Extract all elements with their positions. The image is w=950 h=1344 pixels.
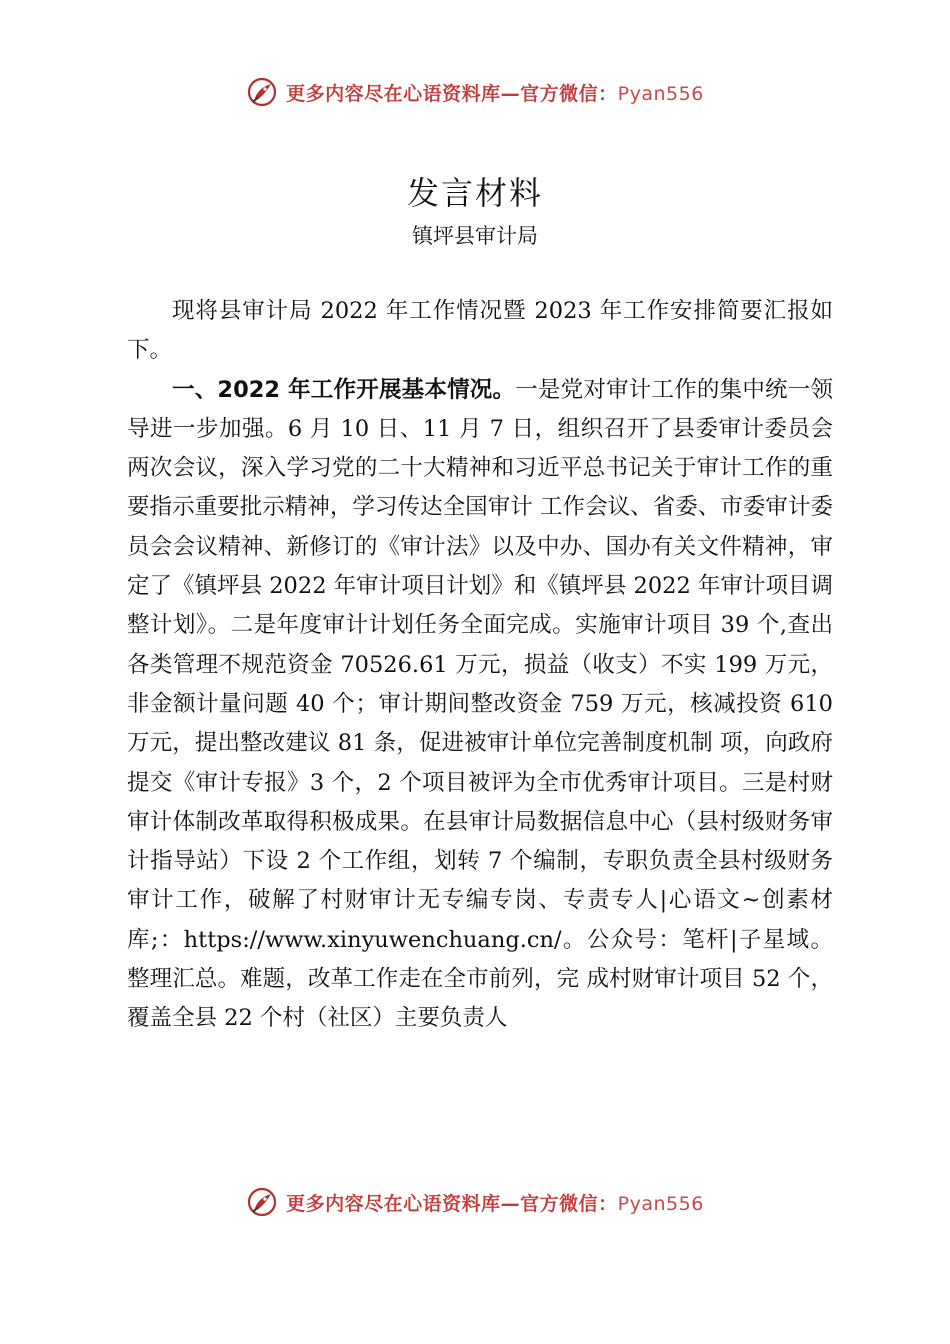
intro-paragraph: 现将县审计局 2022 年工作情况暨 2023 年工作安排简要汇报如下。 <box>127 298 833 364</box>
document-body <box>127 292 833 1039</box>
watermark-text: 更多内容尽在心语资料库—官方微信：Pyan556 <box>286 82 704 105</box>
watermark-banner-top <box>0 72 950 112</box>
document-title: 发言材料 <box>406 174 543 212</box>
section1-text-b: 。公众号：笔杆|子星域。整理汇总。难题，改革工作走在全市前列，完 成村财审计项目 52 个，覆盖全县 22 个村（社区）主要负责人 <box>127 926 833 1032</box>
section1-text-a: 一是党对审计工作的集中统一领导进一步加强。6 月 10 日、11 月 7 日，组织召开了县委审计委员会两次会议，深入学习党的二十大精神和习近平总书记关于审计工作的重要指示重要批示精神，学习传达全国审计 工作会议、省委、市委审计委员会会议精神、新修订的《审计法》以及中办、国办有关文件精神，审定了《镇坪县 2022 年审计项目计划》和《镇坪县 2022 年审计项目调整计划》。二是年度审计计划任务全面完成。实施审计项目 39 个,查出各类管理不规范资金 70526.61 万元，损益（收支）不实 199 万元，非金额计量问题 40 个；审计期间整改资金 759 万元，核减投资 610 万元，提出整改建议 81 条，促进被审计单位完善制度机制 项，向政府提交《审计专报》3 个，2 个项目被评为全市优秀审计项目。三是村财审计体制改革取得积极成果。在县审计局数据信息中心（县村级财务审计指导站）下设 2 个工作组，划转 7 个编制，专职负责全县村级财务审计工作，破解了村财审计无专编专岗、专责专人|心语文~创素材库;： <box>127 376 833 953</box>
watermark-text: 更多内容尽在心语资料库—官方微信：Pyan556 <box>286 1192 704 1215</box>
pen-nib-logo-icon <box>246 1186 278 1218</box>
source-url: https://www.xinyuwenchuang.cn/ <box>183 926 562 953</box>
watermark-banner-bottom <box>0 1182 950 1222</box>
section1-paragraph <box>127 371 833 1039</box>
section1-heading: 一、2022 年工作开展基本情况。 <box>172 376 516 403</box>
document-organization: 镇坪县审计局 <box>412 224 538 248</box>
pen-nib-logo-icon <box>246 76 278 108</box>
wechat-id: Pyan556 <box>617 82 704 105</box>
wechat-id: Pyan556 <box>617 1192 704 1215</box>
